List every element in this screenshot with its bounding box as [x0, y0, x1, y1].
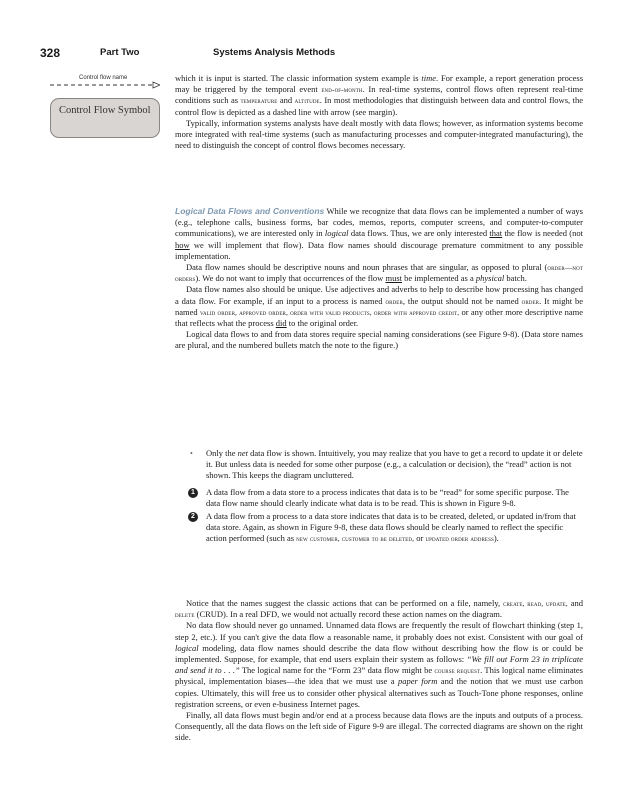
body-paragraph-4: Data flow names should be descriptive nouns and noun phrases that are singular, as opposed to plural (order—not orders). We do not want to imply that occurrences of the flow must be implemented as a physical batch. — [175, 262, 583, 284]
control-flow-symbol-box: Control Flow Symbol — [50, 98, 160, 138]
page-number: 328 — [40, 46, 61, 60]
closing-paragraphs — [175, 598, 583, 744]
control-flow-name-label: Control flow name — [79, 75, 128, 81]
section-heading: Logical Data Flows and Conventions — [175, 206, 325, 216]
body-paragraph-6: Logical data flows to and from data stores require special naming considerations (see Figure 9-8). (Data store names are plural, and the numbered bullets match the note to the figure.) — [175, 329, 583, 351]
running-header — [40, 46, 600, 60]
body-paragraph-1: which it is input is started. The classic information system example is time. For example, a report generation process may be triggered by the temporal event end-of-month. In real-time systems, control flows often represent real-time conditions such as temperature and altitude. In most methodologies that distinguish between data and control flows, the control flow is depicted as a dashed line with arrow (see margin). Typically, information systems analysts have dealt mostly with data flows; however, as information systems become more integrated with real-time systems (such as manufacturing processes and computer-integrated manufacturing), the need to distinguish the concept of control flows becomes necessary. — [175, 73, 583, 151]
section-label: Systems Analysis Methods — [213, 47, 336, 58]
logical-data-flows-section: Logical Data Flows and Conventions While we recognize that data flows can be implemented a number of ways (e.g., telephone calls, business forms, bar codes, memos, reports, computer screens, and computer-to-computer communications), we are interested only in logical data flows. Thus, we are only interested that the flow is needed (not how we will implement that flow). Data flow names should discourage premature commitment to any possible implementation. Data flow names should be descriptive nouns and noun phrases that are singular, as opposed to plural (order—not orders). We do not want to imply that occurrences of the flow must be implemented as a physical batch. Data flow names also should be unique. Use adjectives and adverbs to help to describe how processing has changed a data flow. For example, if an input to a process is named order, the output should not be named order. It might be named valid order, approved order, order with valid products, order with approved credit, or any other more descriptive name that reflects what the process did to the original order. Logical data flows to and from data stores require special naming considerations (see Figure 9-8). (Data store names are plural, and the numbered bullets match the note to the figure.) — [175, 206, 583, 351]
body-paragraph-2: Typically, information systems analysts have dealt mostly with data flows; however, as information systems become more integrated with real-time systems (such as manufacturing processes and computer-integrated manufacturing), the need to distinguish the concept of control flows becomes necessary. — [175, 117, 583, 151]
part-label: Part Two — [100, 47, 140, 58]
naming-rules-list — [188, 448, 583, 545]
number-1-icon: 1 — [188, 488, 198, 498]
list-item: 2 A data flow from a process to a data store indicates that data is to be created, deleted, or updated in/from that data store. Again, as shown in Figure 9-8, these data flows should be clearly named to reflect the specific action performed (such as new customer, customer to be deleted, or updated order address). — [188, 511, 583, 545]
number-2-icon: 2 — [188, 512, 198, 522]
body-paragraph-7: Notice that the names suggest the classic actions that can be performed on a file, namely, create, read, update, and delete (CRUD). In a real DFD, we would not actually record these action names on the diagram. — [175, 598, 583, 620]
list-item: • Only the net data flow is shown. Intuitively, you may realize that you have to get a record to update it or delete it. But unless data is needed for some other purpose (e.g., a calculation or decision), the “read” action is not shown. This keeps the diagram uncluttered. — [190, 448, 583, 481]
body-paragraph-8: No data flow should never go unnamed. Unnamed data flows are frequently the result of flowchart thinking (step 1, step 2, etc.). If you can't give the data flow a reasonable name, it probably does not exist. Consistent with our goal of logical modeling, data flow names should describe the data flow without describing how the flow is or could be implemented. Suppose, for example, that end users explain their system as follows: “We fill out Form 23 in triplicate and send it to . . .” The logical name for the “Form 23” data flow might be course request. This logical name eliminates physical, implementation biases—the idea that we must use a paper form and the notion that we must use carbon copies. Ultimately, this will free us to consider other physical alternatives such as Touch-Tone phone responses, online registration screens, or even e-business Internet pages. — [175, 620, 584, 709]
bullet-icon: • — [190, 449, 193, 458]
body-paragraph-9: Finally, all data flows must begin and/or end at a process because data flows are the inputs and outputs of a process. Consequently, all the data flows on the left side of Figure 9-9 are illegal. The corrected diagrams are shown on the right side. — [175, 710, 583, 743]
control-flow-arrow-icon — [50, 75, 160, 89]
list-item: 1 A data flow from a data store to a process indicates that data is to be “read” for some specific purpose. The data flow name should clearly indicate what data is to be read. This is shown in Figure 9-8. — [188, 487, 583, 509]
body-paragraph-5: Data flow names also should be unique. Use adjectives and adverbs to help to describe how processing has changed a data flow. For example, if an input to a process is named order, the output should not be named order. It might be named valid order, approved order, order with valid products, order with approved credit, or any other more descriptive name that reflects what the process did to the original order. — [175, 284, 583, 329]
